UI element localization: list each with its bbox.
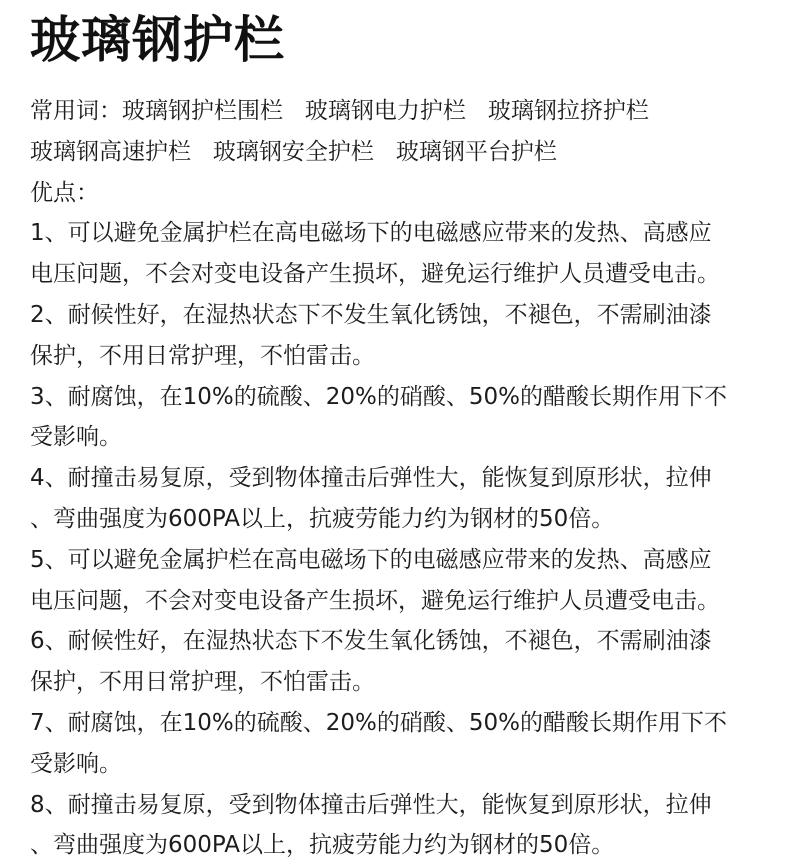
text-line: 电压问题，不会对变电设备产生损坏，避免运行维护人员遭受电击。	[30, 261, 720, 288]
text-line: 受影响。	[30, 424, 122, 451]
text-line: 电压问题，不会对变电设备产生损坏，避免运行维护人员遭受电击。	[30, 587, 720, 614]
keywords-line-1: 常用词：玻璃钢护栏围栏 玻璃钢电力护栏 玻璃钢拉挤护栏	[30, 98, 649, 124]
text-line: 7、耐腐蚀，在10%的硫酸、20%的硝酸、50%的醋酸长期作用下不	[30, 709, 727, 736]
advantages-heading: 优点：	[30, 179, 99, 206]
text-line: 3、耐腐蚀，在10%的硫酸、20%的硝酸、50%的醋酸长期作用下不	[30, 383, 727, 410]
text-line: 、弯曲强度为600PA以上，抗疲劳能力约为钢材的50倍。	[30, 832, 615, 859]
text-line: 保护，不用日常护理，不怕雷击。	[30, 669, 375, 696]
text-line: 1、可以避免金属护栏在高电磁场下的电磁感应带来的发热、高感应	[30, 220, 712, 247]
text-line: 2、耐候性好，在湿热状态下不发生氧化锈蚀，不褪色，不需刷油漆	[30, 301, 712, 328]
text-line: 受影响。	[30, 750, 122, 777]
text-line: 8、耐撞击易复原，受到物体撞击后弹性大，能恢复到原形状，拉伸	[30, 791, 712, 818]
keywords-line-2: 玻璃钢高速护栏 玻璃钢安全护栏 玻璃钢平台护栏	[30, 138, 557, 165]
text-line: 、弯曲强度为600PA以上，抗疲劳能力约为钢材的50倍。	[30, 505, 615, 532]
text-line: 5、可以避免金属护栏在高电磁场下的电磁感应带来的发热、高感应	[30, 546, 712, 573]
text-line: 4、耐撞击易复原，受到物体撞击后弹性大，能恢复到原形状，拉伸	[30, 465, 712, 492]
text-line: 保护，不用日常护理，不怕雷击。	[30, 342, 375, 369]
text-line: 6、耐候性好，在湿热状态下不发生氧化锈蚀，不褪色，不需刷油漆	[30, 628, 712, 655]
document-body	[30, 91, 774, 866]
page-title: 玻璃钢护栏	[30, 11, 285, 69]
